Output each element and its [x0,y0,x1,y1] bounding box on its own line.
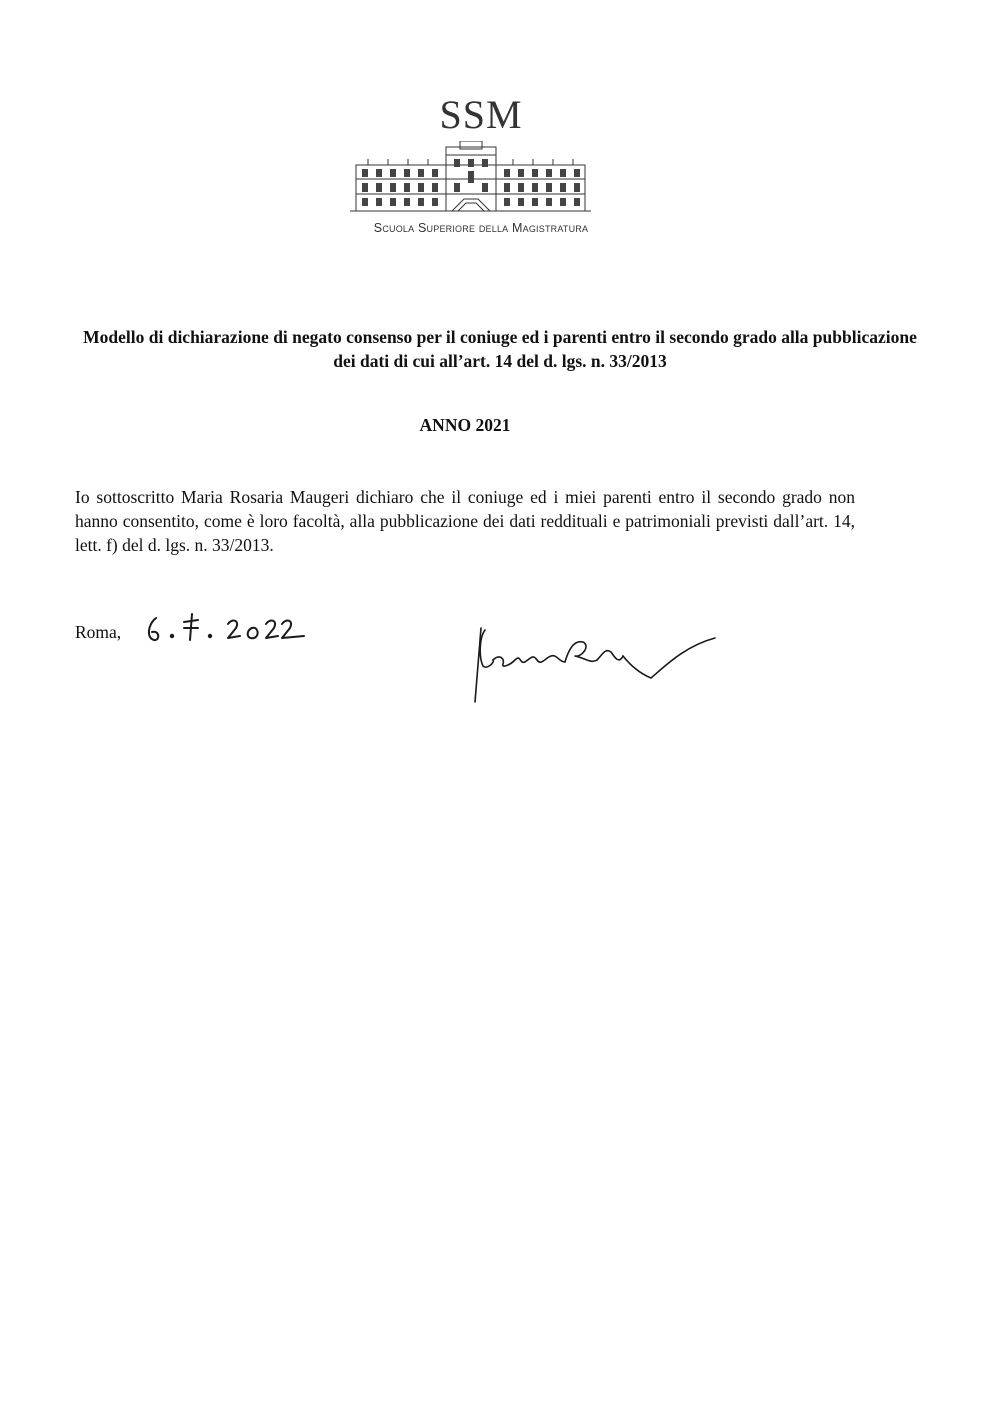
institution-logo [320,92,620,235]
place-label: Roma, [75,622,122,642]
document-title: Modello di dichiarazione di negato consenso per il coniuge ed i parenti entro il secondo grado alla pubblicazione dei dati di cui all’art. 14 del d. lgs. n. 33/2013 [83,327,917,371]
handwritten-date [142,608,312,648]
declaration-text: Io sottoscritto Maria Rosaria Maugeri dichiaro che il coniuge ed i miei parenti entro il secondo grado non hanno consentito, come è loro facoltà, alla pubblicazione dei dati reddituali e patrimoniali previsti dall’art. 14, lett. f) del d. lgs. n. 33/2013. [75,487,855,555]
signature-image [465,618,725,708]
year-heading: ANNO 2021 [419,415,511,435]
logo-abbreviation: SSM [439,92,523,137]
building-icon [348,141,593,213]
institution-name: Scuola Superiore della Magistratura [373,221,589,235]
